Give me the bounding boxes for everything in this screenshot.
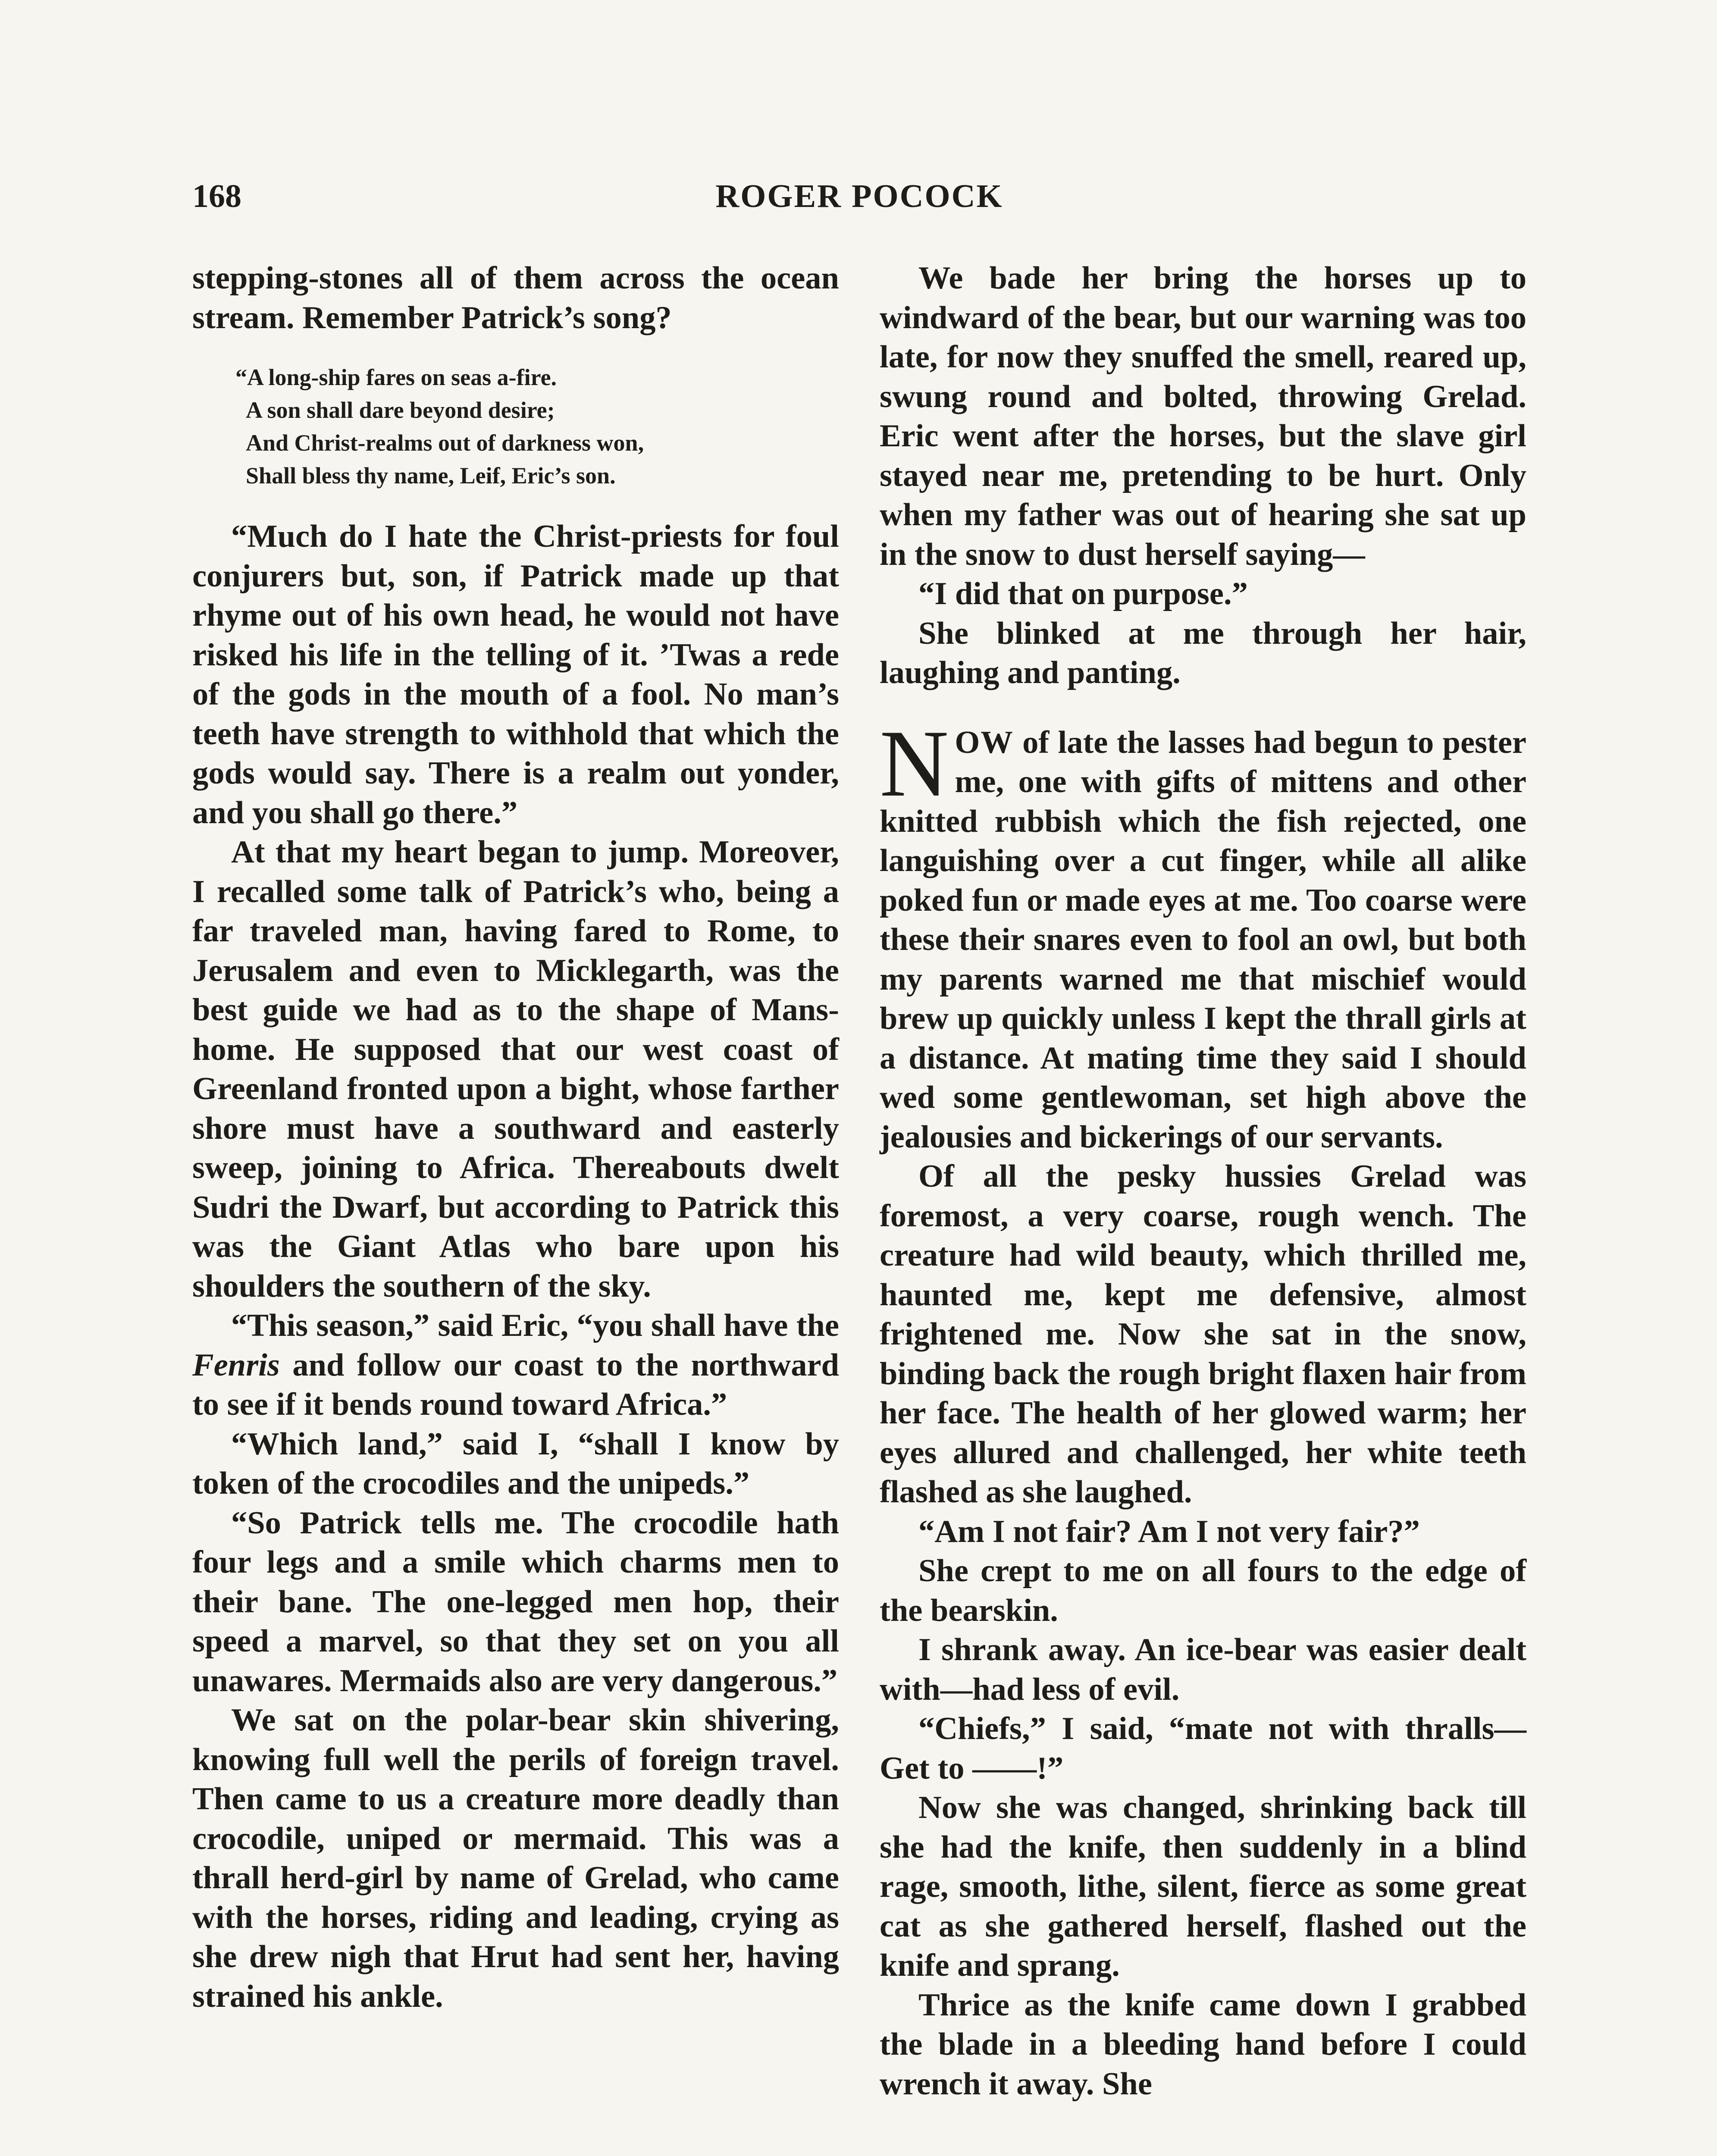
poem-line: Shall bless thy name, Leif, Eric’s son.: [246, 463, 616, 489]
poem-block: [192, 361, 839, 492]
right-column: [880, 259, 1526, 2104]
small-caps-lead: OW: [955, 724, 1014, 760]
poem-line: A son shall dare beyond desire;: [246, 397, 555, 423]
paragraph: She crept to me on all fours to the edge of the bearskin.: [880, 1553, 1526, 1628]
ship-name: Fenris: [192, 1347, 280, 1383]
paragraph: “Which land,” said I, “shall I know by token of the crocodiles and the unipeds.”: [192, 1426, 839, 1501]
drop-cap: N: [880, 710, 949, 817]
left-column: [192, 259, 839, 2016]
section-break: [880, 693, 1526, 723]
paragraph: Thrice as the knife came down I grabbed the blade in a bleeding hand before I could wrench it away. She: [880, 1987, 1526, 2102]
running-head: ROGER POCOCK: [715, 178, 1003, 214]
paragraph: “Am I not fair? Am I not very fair?”: [918, 1514, 1420, 1549]
text-span: of late the lasses had begun to pester me, one with gifts of mittens and other knitted rubbish which the fish rejected, one languishing over a cut finger, while all alike poked fun or made eyes at me. Too coarse were these their snares even to fool an owl, but both my parents warned me that mischief would brew up quickly unless I kept the thrall girls at a distance. At mating time they said I should wed some gentlewoman, set high above the jealousies and bickerings of our servants.: [880, 724, 1526, 1155]
paragraph: stepping-stones all of them across the ocean stream. Remember Patrick’s song?: [192, 260, 839, 335]
paragraph: [192, 1306, 839, 1425]
paragraph: We sat on the polar-bear skin shivering, knowing full well the perils of foreign travel. Then came to us a creature more deadly than crocodile, uniped or mermaid. This was a thrall herd-girl by name of Grelad, who came with the horses, riding and leading, crying as she drew nigh that Hrut had sent her, having strained his ankle.: [192, 1702, 839, 2014]
paragraph: “Chiefs,” I said, “mate not with thralls— Get to ——!”: [880, 1711, 1526, 1786]
paragraph: Of all the pesky hussies Grelad was foremost, a very coarse, rough wench. The creature had wild beauty, which thrilled me, haunted me, kept me defensive, almost frightened me. Now she sat in the snow, binding back the rough bright flaxen hair from her face. The health of her glowed warm; her eyes allured and challenged, her white teeth flashed as she laughed.: [880, 1159, 1526, 1510]
paragraph: Now she was changed, shrinking back till she had the knife, then suddenly in a blind rage, smooth, lithe, silent, fierce as some great cat as she gathered herself, flashed out the knife and sprang.: [880, 1790, 1526, 1983]
page-header: [192, 178, 1526, 225]
paragraph: At that my heart began to jump. Moreover, I recalled some talk of Patrick’s who, being a far traveled man, having fared to Rome, to Jerusalem and even to Micklegarth, was the best guide we had as to the shape of Mans-home. He supposed that our west coast of Greenland fronted upon a bight, whose farther shore must have a southward and easterly sweep, joining to Africa. Thereabouts dwelt Sudri the Dwarf, but according to Patrick this was the Giant Atlas who bare upon his shoulders the southern of the sky.: [192, 834, 839, 1304]
text-span: “This season,” said Eric, “you shall have the: [231, 1308, 839, 1343]
paragraph: We bade her bring the horses up to windward of the bear, but our warning was too late, for now they snuffed the smell, reared up, swung round and bolted, throwing Grelad. Eric went after the horses, but the slave girl stayed near me, pretending to be hurt. Only when my father was out of hearing she sat up in the snow to dust herself saying—: [880, 260, 1526, 572]
section-opening-paragraph: [880, 710, 1526, 1157]
paragraph: She blinked at me through her hair, laughing and panting.: [880, 615, 1526, 690]
paragraph: “Much do I hate the Christ-priests for foul conjurers but, son, if Patrick made up that rhyme out of his own head, he would not have risked his life in the telling of it. ’Twas a rede of the gods in the mouth of a fool. No man’s teeth have strength to withhold that which the gods would say. There is a realm out yonder, and you shall go there.”: [192, 519, 839, 830]
poem-line: “A long-ship fares on seas a-fire.: [235, 364, 557, 390]
paragraph: “So Patrick tells me. The crocodile hath four legs and a smile which charms men to their bane. The one-legged men hop, their speed a marvel, so that they set on you all unawares. Mermaids also are very dangerous.”: [192, 1505, 839, 1698]
page-number: 168: [192, 178, 241, 214]
poem-line: And Christ-realms out of darkness won,: [246, 430, 644, 456]
paragraph: I shrank away. An ice-bear was easier dealt with—had less of evil.: [880, 1632, 1526, 1707]
text-span: and follow our coast to the northward to see if it bends round toward Africa.”: [192, 1347, 839, 1422]
paragraph: “I did that on purpose.”: [918, 576, 1248, 611]
